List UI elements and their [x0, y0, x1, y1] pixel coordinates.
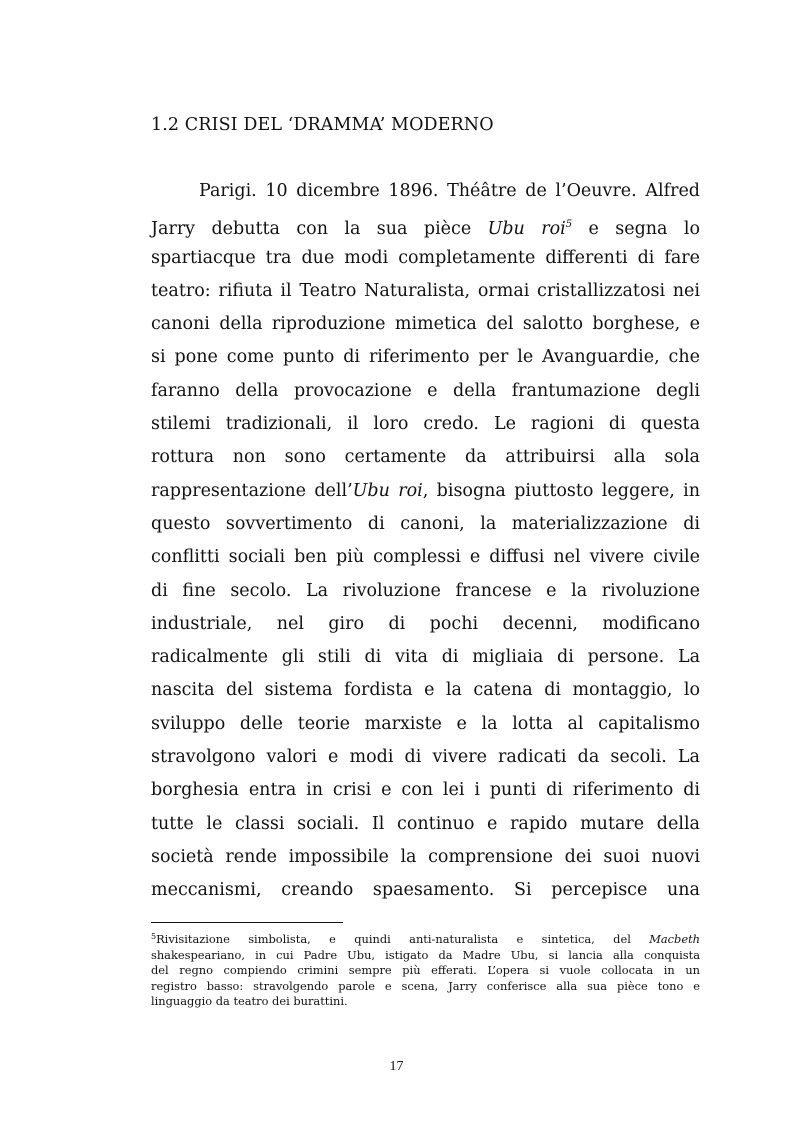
text-line: borghesia entra in crisi e con lei i punti di riferimento di [151, 780, 700, 801]
text-line: faranno della provocazione e della frantumazione degli [151, 380, 700, 401]
footnote-line: del regno compiendo crimini sempre più efferati. L’opera si vuole collocata in un [151, 963, 700, 978]
section-heading: 1.2 CRISI DEL ‘DRAMMA’ MODERNO [151, 115, 494, 135]
footnote-separator [151, 922, 343, 923]
text-line: conflitti sociali ben più complessi e diffusi nel vivere civile [151, 547, 700, 568]
text-line: Parigi. 10 dicembre 1896. Théâtre de l’Oeuvre. Alfred [199, 181, 700, 201]
body-paragraph [151, 175, 700, 908]
footnote-line: shakespeariano, in cui Padre Ubu, istigato da Madre Ubu, si lancia alla conquista [151, 947, 700, 962]
footnote [151, 929, 700, 1010]
text-line [151, 208, 700, 241]
text-line: questo sovvertimento di canoni, la materializzazione di [151, 513, 700, 534]
text-span: rappresentazione dell’ [151, 480, 353, 501]
text-line: stravolgono valori e modi di vivere radicati da secoli. La [151, 747, 700, 768]
text-span: e segna lo [572, 219, 701, 240]
text-line [151, 475, 700, 508]
text-line: industriale, nel giro di pochi decenni, modificano [151, 613, 700, 634]
text-line: canoni della riproduzione mimetica del salotto borghese, e [151, 314, 700, 335]
text-line: rottura non sono certamente da attribuirsi alla sola [151, 447, 700, 468]
text-line: sviluppo delle teorie marxiste e la lotta al capitalismo [151, 713, 700, 734]
text-line: radicalmente gli stili di vita di migliaia di persone. La [151, 647, 700, 668]
text-line: stilemi tradizionali, il loro credo. Le ragioni di questa [151, 414, 700, 435]
work-title: Macbeth [649, 932, 700, 946]
text-line: tutte le classi sociali. Il continuo e rapido mutare della [151, 813, 700, 834]
text-line: spartiacque tra due modi completamente differenti di fare [151, 247, 700, 268]
text-line: teatro: rifiuta il Teatro Naturalista, ormai cristallizzatosi nei [151, 280, 700, 301]
text-line: nascita del sistema fordista e la catena di montaggio, lo [151, 680, 700, 701]
work-title: Ubu roi [352, 480, 423, 501]
footnote-line: linguaggio da teatro dei burattini. [151, 994, 348, 1009]
footnote-reference: 5 [565, 219, 573, 231]
footnote-marker: 5 [151, 932, 157, 941]
footnote-line [151, 929, 700, 948]
page-number: 17 [389, 1059, 404, 1074]
text-span: , bisogna piuttosto leggere, in [422, 480, 701, 501]
text-line: si pone come punto di riferimento per le Avanguardie, che [151, 347, 700, 368]
text-line: società rende impossibile la comprensione dei suoi nuovi [151, 846, 700, 867]
text-span: Jarry debutta con la sua pièce [151, 219, 488, 240]
work-title: Ubu roi [487, 219, 566, 240]
text-line: di fine secolo. La rivoluzione francese e la rivoluzione [151, 580, 700, 601]
footnote-line: registro basso: stravolgendo parole e scena, Jarry conferisce alla sua pièce tono e [151, 978, 700, 993]
text-line: meccanismi, creando spaesamento. Si percepisce una [151, 880, 700, 901]
text-span: Rivisitazione simbolista, e quindi anti-naturalista e sintetica, del [156, 932, 650, 946]
